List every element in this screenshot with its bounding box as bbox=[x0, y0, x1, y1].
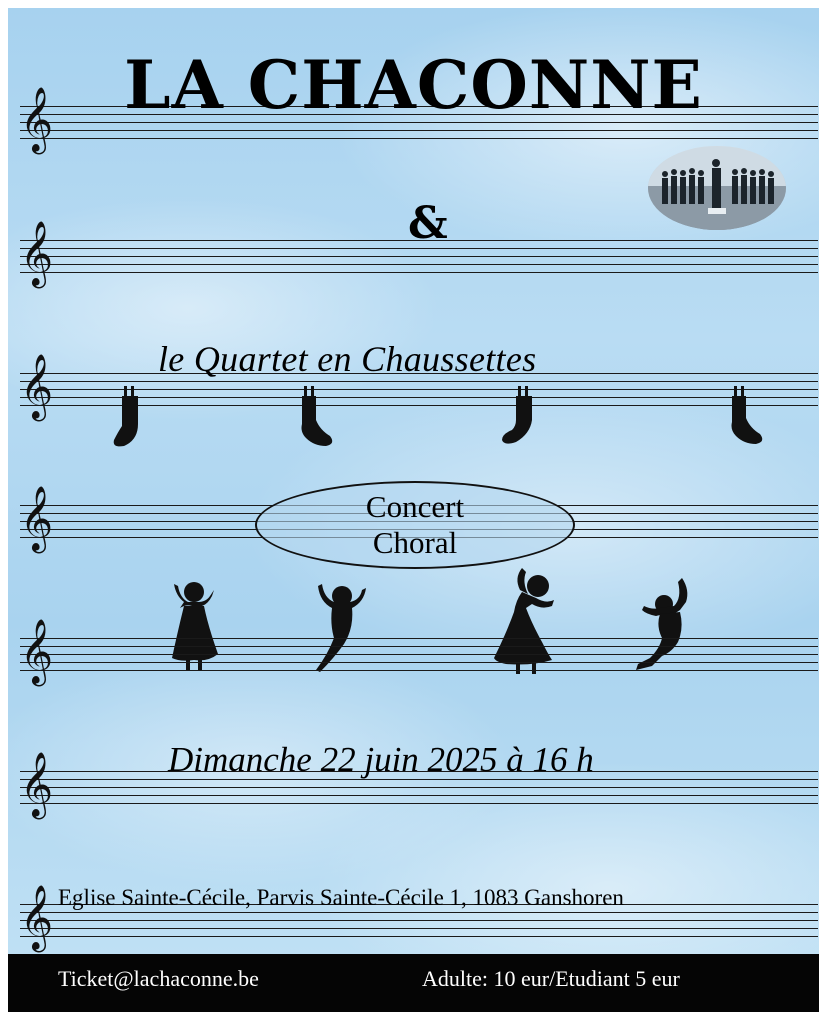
poster-subtitle: le Quartet en Chaussettes bbox=[158, 339, 537, 379]
ampersand: & bbox=[408, 198, 448, 249]
sock-icon bbox=[498, 384, 538, 450]
music-staff bbox=[20, 619, 818, 684]
treble-clef-icon: 𝄞 bbox=[20, 87, 54, 152]
treble-clef-icon: 𝄞 bbox=[20, 752, 54, 817]
choral-label: Choral bbox=[372, 525, 458, 560]
treble-clef-icon: 𝄞 bbox=[20, 486, 54, 551]
choir-photo bbox=[648, 146, 786, 230]
ticket-prices: Adulte: 10 eur/Etudiant 5 eur bbox=[422, 966, 680, 991]
treble-clef-icon: 𝄞 bbox=[20, 354, 54, 419]
event-address: Eglise Sainte-Cécile, Parvis Sainte-Cécile 1, 1083 Ganshoren bbox=[58, 885, 624, 910]
concert-label: Concert bbox=[365, 489, 465, 524]
concert-poster bbox=[8, 8, 819, 954]
ticket-email-link[interactable]: Ticket@lachaconne.be bbox=[58, 966, 259, 991]
treble-clef-icon: 𝄞 bbox=[20, 619, 54, 684]
sock-icon bbox=[726, 384, 766, 450]
footer-bar bbox=[8, 954, 819, 1012]
sock-icon bbox=[296, 384, 336, 450]
poster-title: LA CHACONNE bbox=[124, 46, 703, 124]
treble-clef-icon: 𝄞 bbox=[20, 885, 54, 950]
treble-clef-icon: 𝄞 bbox=[20, 221, 54, 286]
sock-icon bbox=[110, 384, 150, 450]
event-date: Dimanche 22 juin 2025 à 16 h bbox=[168, 740, 594, 779]
concert-badge bbox=[255, 481, 575, 569]
